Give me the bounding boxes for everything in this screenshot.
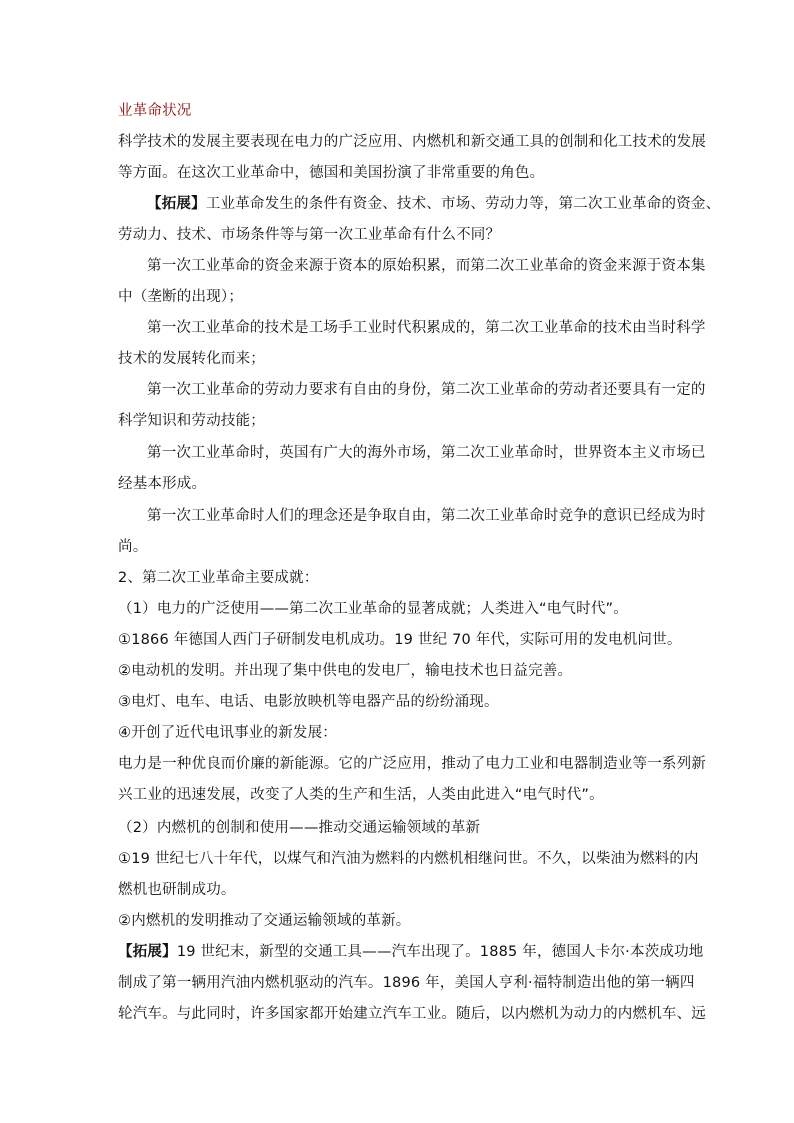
extension-paragraph	[118, 942, 704, 962]
answer-line: 中（垄断的出现）；	[118, 289, 244, 305]
extension-tag: 【拓展】	[118, 944, 177, 960]
answer-line: 经基本形成。	[118, 476, 207, 492]
answer-line: 第一次工业革命时人们的理念还是争取自由，第二次工业革命时竞争的意识已经成为时	[147, 508, 706, 524]
section-heading: 业革命状况	[118, 103, 192, 119]
list-item: ①19 世纪七八十年代，以煤气和汽油为燃料的内燃机相继问世。不久，以柴油为燃料的内	[118, 851, 699, 867]
extension-paragraph	[147, 194, 720, 214]
subsection-title: （2）内燃机的创制和使用——推动交通运输领域的革新	[118, 820, 481, 836]
list-item: ④开创了近代电讯事业的新发展：	[118, 725, 337, 741]
paragraph-line: 制成了第一辆用汽油内燃机驱动的汽车。1896 年，美国人亨利·福特制造出他的第一辆四	[118, 975, 695, 991]
list-item: ①1866 年德国人西门子研制发电机成功。19 世纪 70 年代，实际可用的发电机问世。	[118, 632, 682, 648]
paragraph-line: 科学技术的发展主要表现在电力的广泛应用、内燃机和新交通工具的创制和化工技术的发展	[118, 134, 706, 150]
answer-line: 科学知识和劳动技能；	[118, 413, 265, 429]
paragraph-line: 兴工业的迅速发展，改变了人类的生产和生活，人类由此进入“电气时代”。	[118, 787, 604, 803]
extension-text: 工业革命发生的条件有资金、技术、市场、劳动力等，第二次工业革命的资金、	[205, 196, 721, 212]
paragraph-line: 劳动力、技术、市场条件等与第一次工业革命有什么不同？	[118, 227, 501, 243]
section-title: 2、第二次工业革命主要成就：	[118, 570, 319, 586]
extension-tag: 【拓展】	[147, 196, 206, 212]
paragraph-line: 等方面。在这次工业革命中，德国和美国扮演了非常重要的角色。	[118, 165, 545, 181]
list-item: ②内燃机的发明推动了交通运输领域的革新。	[118, 913, 411, 929]
subsection-title: （1）电力的广泛使用——第二次工业革命的显著成就；人类进入“电气时代”。	[118, 601, 628, 617]
list-item: ②电动机的发明。并出现了集中供电的发电厂，输电技术也日益完善。	[118, 663, 573, 679]
answer-line: 尚。	[118, 539, 148, 555]
paragraph-line: 电力是一种优良而价廉的新能源。它的广泛应用，推动了电力工业和电器制造业等一系列新	[118, 756, 706, 772]
extension-text: 19 世纪末，新型的交通工具——汽车出现了。1885 年，德国人卡尔·本茨成功地	[176, 944, 704, 960]
answer-line: 第一次工业革命的资金来源于资本的原始积累，而第二次工业革命的资金来源于资本集	[147, 258, 706, 274]
answer-line: 第一次工业革命的技术是工场手工业时代积累成的，第二次工业革命的技术由当时科学	[147, 320, 706, 336]
paragraph-line: 轮汽车。与此同时，许多国家都开始建立汽车工业。随后，以内燃机为动力的内燃机车、远	[118, 1006, 706, 1022]
answer-line: 第一次工业革命时，英国有广大的海外市场，第二次工业革命时，世界资本主义市场已	[147, 445, 706, 461]
list-item: 燃机也研制成功。	[118, 882, 236, 898]
answer-line: 第一次工业革命的劳动力要求有自由的身份，第二次工业革命的劳动者还要具有一定的	[147, 382, 706, 398]
list-item: ③电灯、电车、电话、电影放映机等电器产品的纷纷涌现。	[118, 694, 499, 710]
answer-line: 技术的发展转化而来；	[118, 351, 265, 367]
